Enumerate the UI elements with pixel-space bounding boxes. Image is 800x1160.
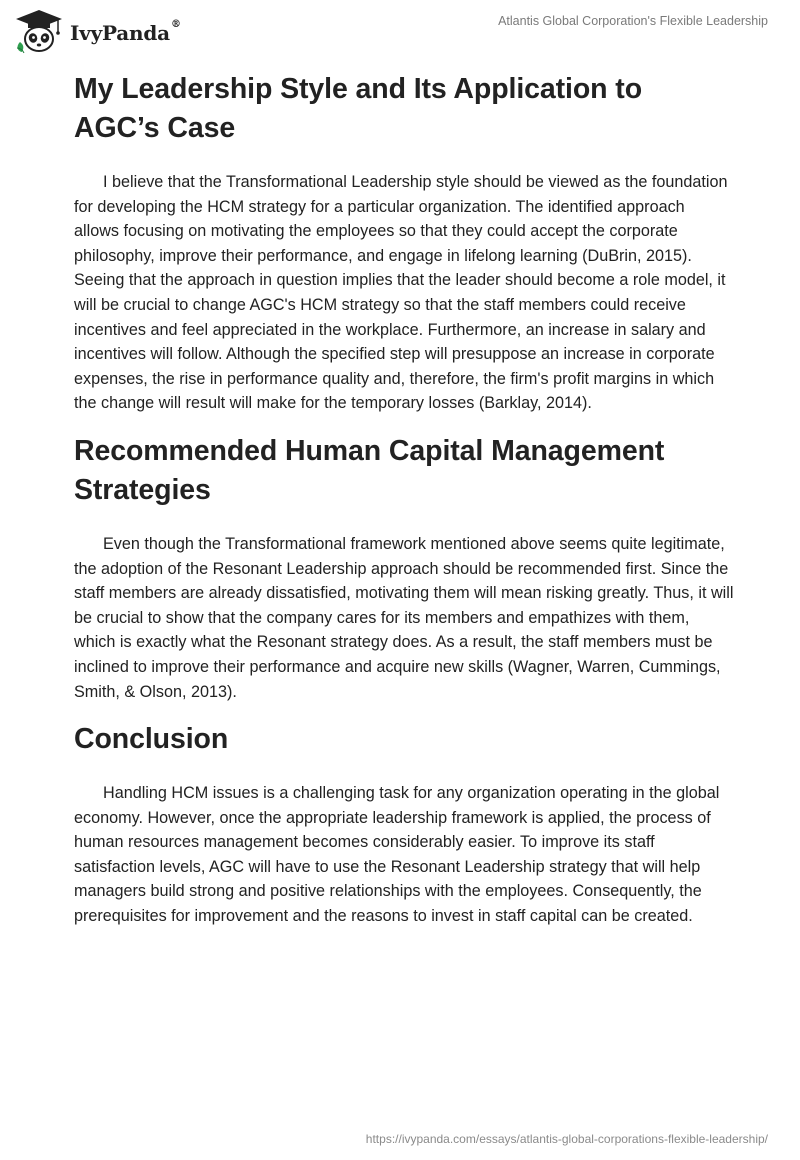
panda-graduate-icon [14, 8, 64, 54]
source-url-link[interactable]: https://ivypanda.com/essays/atlantis-global-corporations-flexible-leadership/ [365, 1132, 768, 1146]
page-header [0, 0, 800, 60]
section-paragraph: I believe that the Transformational Leadership style should be viewed as the foundation for developing the HCM strategy for a particular organization. The identified approach allows focusing on motivating the employees so that they could accept the corporate philosophy, improve their performance, and engage in lifelong learning (DuBrin, 2015). Seeing that the approach in question implies that the leader should become a role model, it will be crucial to change AGC's HCM strategy so that the staff members could receive incentives and feel appreciated in the workplace. Furthermore, an increase in salary and incentives will follow. Although the specified step will presuppose an increase in corporate expenses, the rise in performance quality and, therefore, the firm's profit margins in which the change will result will make for the temporary losses (Barklay, 2014). [74, 173, 728, 413]
section-conclusion [74, 720, 734, 929]
section-heading: Recommended Human Capital Management Strategies [74, 434, 665, 506]
ivypanda-logo[interactable] [14, 8, 181, 54]
document-title: Atlantis Global Corporation's Flexible Leadership [498, 14, 768, 28]
section-heading: Conclusion [74, 723, 229, 756]
brand-name: IvyPanda® [70, 19, 181, 45]
section-heading: My Leadership Style and Its Application to AGC’s Case [74, 73, 642, 144]
section-leadership-style [74, 70, 734, 416]
essay-body [74, 70, 734, 945]
section-paragraph: Handling HCM issues is a challenging task for any organization operating in the global economy. However, once the appropriate leadership framework is applied, the process of human resources management becomes considerably easier. To improve its staff satisfaction levels, AGC will have to use the Resonant Leadership strategy that will help managers build strong and positive relationships with the employees. Consequently, the prerequisites for improvement and the reasons to invest in staff capital can be created. [74, 784, 720, 926]
registered-mark: ® [170, 19, 181, 30]
section-hcm-strategies [74, 432, 734, 704]
section-paragraph: Even though the Transformational framework mentioned above seems quite legitimate, the adoption of the Resonant Leadership approach should be recommended first. Since the staff members are already dissatisfied, motivating them will mean risking greatly. Thus, it will be crucial to show that the company cares for its members and empathizes with them, which is exactly what the Resonant strategy does. As a result, the staff members must be inclined to improve their performance and acquire new skills (Wagner, Warren, Cummings, Smith, & Olson, 2013). [74, 534, 734, 701]
